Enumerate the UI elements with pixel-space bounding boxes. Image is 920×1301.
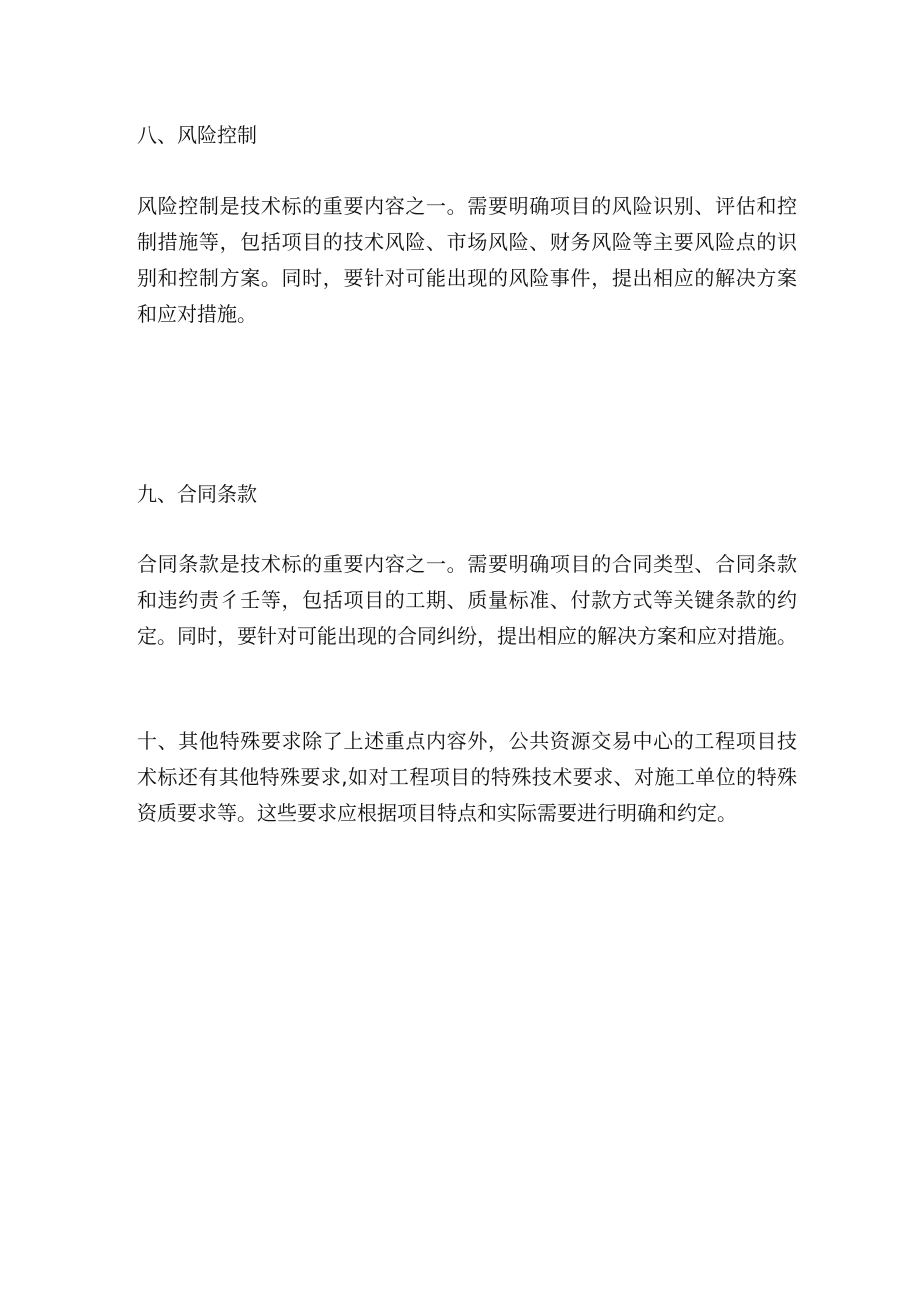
section-8-heading: 八、风险控制	[137, 123, 257, 147]
paragraph-line: 十、其他特殊要求除了上述重点内容外，公共资源交易中心的工程项目技	[137, 729, 797, 753]
paragraph-line: 资质要求等。这些要求应根据项目特点和实际需要进行明确和约定。	[137, 801, 737, 825]
paragraph-line: 风险控制是技术标的重要内容之一。需要明确项目的风险识别、评估和控	[137, 194, 797, 218]
section-8-paragraph	[137, 192, 797, 336]
paragraph-line: 和应对措施。	[137, 302, 257, 326]
paragraph-line: 合同条款是技术标的重要内容之一。需要明确项目的合同类型、合同条款	[137, 552, 797, 576]
section-9-heading: 九、合同条款	[137, 482, 257, 506]
section-10-paragraph	[137, 727, 797, 835]
paragraph-line: 别和控制方案。同时，要针对可能出现的风险事件，提出相应的解决方案	[137, 266, 797, 290]
paragraph-line: 和违约责彳壬等，包括项目的工期、质量标准、付款方式等关键条款的约	[137, 588, 797, 612]
paragraph-line: 定。同时，要针对可能出现的合同纠纷，提出相应的解决方案和应对措施。	[137, 624, 797, 648]
section-9-paragraph	[137, 550, 797, 658]
paragraph-line: 制措施等，包括项目的技术风险、市场风险、财务风险等主要风险点的识	[137, 230, 797, 254]
paragraph-line: 术标还有其他特殊要求,如对工程项目的特殊技术要求、对施工单位的特殊	[137, 765, 797, 789]
